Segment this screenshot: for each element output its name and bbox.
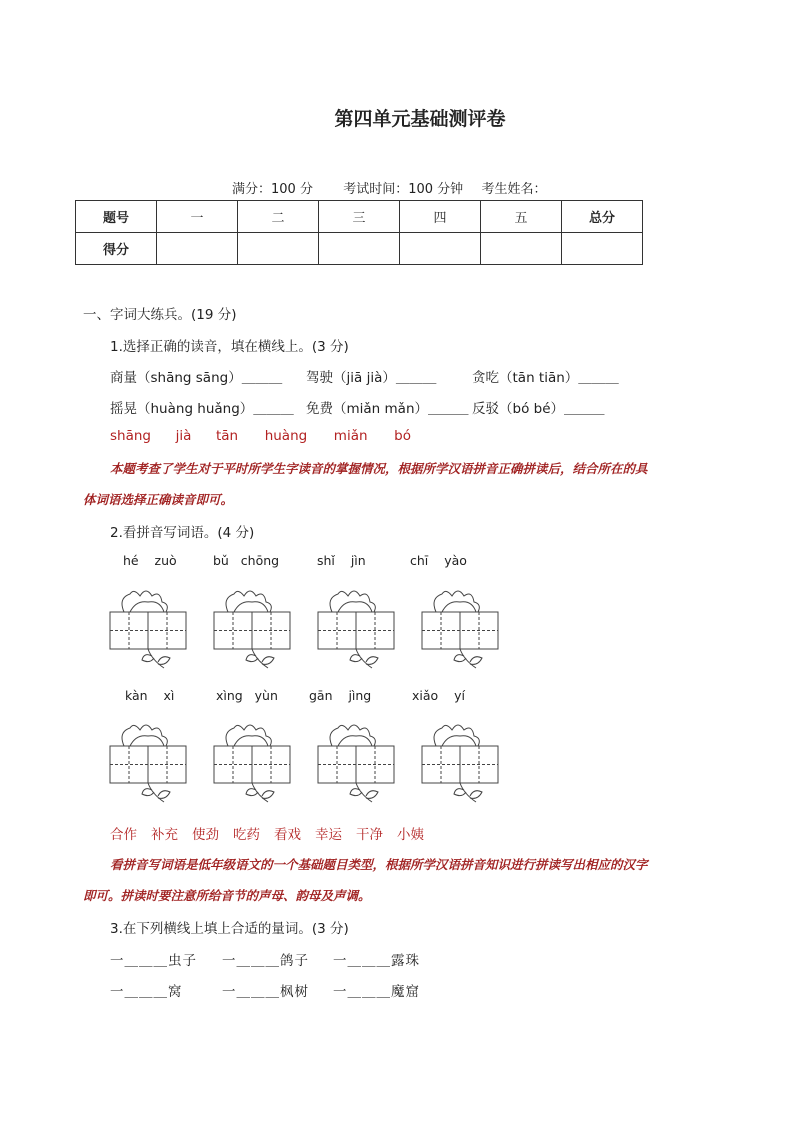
answer: bó [394, 428, 411, 444]
answer: 吃药 [233, 827, 260, 843]
answer: 合作 [110, 827, 137, 843]
score-cell[interactable] [400, 233, 481, 265]
flower-writing-grid[interactable] [420, 720, 500, 806]
pinyin-syllable: jìng [348, 688, 372, 703]
flower-writing-grid[interactable] [108, 720, 188, 806]
flower-writing-grid[interactable] [212, 586, 292, 672]
pinyin-syllable: xì [163, 688, 175, 703]
pinyin-syllable: gān [309, 688, 333, 703]
score-table [75, 200, 643, 265]
pinyin-syllable: shǐ [317, 553, 335, 568]
q1-item: 反驳（bó bé）＿＿＿ [472, 401, 605, 417]
q1-note-line2: 体词语选择正确读音即可。 [83, 492, 234, 507]
pinyin-pair [317, 553, 366, 568]
score-cell[interactable] [481, 233, 562, 265]
q1-answers [110, 428, 411, 444]
q1-item: 驾驶（jiā jià）＿＿＿ [306, 370, 437, 386]
score-table-header [76, 201, 643, 233]
answer: 干净 [356, 827, 383, 843]
pinyin-syllable: yí [454, 688, 465, 703]
header-cell: 总分 [562, 201, 643, 233]
pinyin-syllable: chōng [240, 553, 280, 568]
pinyin-pair [309, 688, 371, 703]
pinyin-syllable: kàn [125, 688, 148, 703]
answer: miǎn [333, 428, 368, 444]
header-cell: 二 [238, 201, 319, 233]
score-cell[interactable] [319, 233, 400, 265]
q3-item: 一＿＿＿虫子 [110, 953, 197, 969]
q1-item: 贪吃（tān tiān）＿＿＿ [472, 370, 619, 386]
answer: shāng [110, 428, 151, 444]
pinyin-pair [412, 688, 465, 703]
pinyin-pair [216, 688, 278, 703]
q1-item: 免费（miǎn mǎn）＿＿＿ [306, 401, 469, 417]
pinyin-syllable: bǔ [213, 553, 229, 568]
q2-answers [110, 823, 438, 843]
pinyin-syllable: xìng [216, 688, 243, 703]
exam-time: 考试时间：100 分钟 [343, 182, 464, 197]
full-score: 满分：100 分 [232, 182, 313, 197]
q1-note-line1: 本题考查了学生对于平时所学生字读音的掌握情况，根据所学汉语拼音正确拼读后，结合所在的具 [110, 461, 648, 476]
answer: 小姨 [397, 827, 424, 843]
flower-writing-grid[interactable] [316, 586, 396, 672]
header-cell: 题号 [76, 201, 157, 233]
answer: 使劲 [192, 827, 219, 843]
q2-prompt: 2.看拼音写词语。(4 分) [110, 525, 255, 541]
q3-prompt: 3.在下列横线上填上合适的量词。(3 分) [110, 921, 349, 937]
header-cell: 五 [481, 201, 562, 233]
pinyin-syllable: hé [123, 553, 139, 568]
q2-note-line1: 看拼音写词语是低年级语文的一个基础题目类型，根据所学汉语拼音知识进行拼读写出相应的汉字 [110, 857, 648, 872]
flower-writing-grid[interactable] [316, 720, 396, 806]
pinyin-syllable: yào [444, 553, 467, 568]
score-table-row [76, 233, 643, 265]
flower-writing-grid[interactable] [212, 720, 292, 806]
page-title: 第四单元基础测评卷 [334, 108, 506, 130]
header-cell: 一 [157, 201, 238, 233]
pinyin-syllable: yùn [254, 688, 278, 703]
q3-item: 一＿＿＿鸽子 [222, 953, 309, 969]
pinyin-pair [213, 553, 279, 568]
pinyin-syllable: zuò [154, 553, 177, 568]
row-label: 得分 [76, 233, 157, 265]
pinyin-syllable: chī [410, 553, 429, 568]
score-cell[interactable] [562, 233, 643, 265]
flower-writing-grid[interactable] [420, 586, 500, 672]
q1-item: 商量（shāng sāng）＿＿＿ [110, 370, 283, 386]
q3-item: 一＿＿＿魔窟 [333, 984, 420, 1000]
header-cell: 三 [319, 201, 400, 233]
answer: 看戏 [274, 827, 301, 843]
answer: jià [175, 428, 192, 444]
pinyin-syllable: jìn [350, 553, 366, 568]
q3-item: 一＿＿＿枫树 [222, 984, 309, 1000]
q1-prompt: 1.选择正确的读音，填在横线上。(3 分) [110, 339, 349, 355]
score-cell[interactable] [238, 233, 319, 265]
answer: huàng [264, 428, 308, 444]
flower-writing-grid[interactable] [108, 586, 188, 672]
answer: 补充 [151, 827, 178, 843]
pinyin-pair [410, 553, 467, 568]
exam-info [232, 178, 546, 197]
q1-item: 摇晃（huàng huǎng）＿＿＿ [110, 401, 294, 417]
pinyin-pair [125, 688, 174, 703]
pinyin-syllable: xiǎo [412, 688, 439, 703]
section1-heading: 一、字词大练兵。(19 分) [83, 307, 237, 323]
q3-item: 一＿＿＿窝 [110, 984, 183, 1000]
pinyin-pair [123, 553, 177, 568]
answer: 幸运 [315, 827, 342, 843]
student-name-label: 考生姓名： [481, 182, 547, 197]
header-cell: 四 [400, 201, 481, 233]
answer: tān [215, 428, 239, 444]
q3-item: 一＿＿＿露珠 [333, 953, 420, 969]
q2-note-line2: 即可。拼读时要注意所给音节的声母、韵母及声调。 [83, 888, 371, 903]
score-cell[interactable] [157, 233, 238, 265]
